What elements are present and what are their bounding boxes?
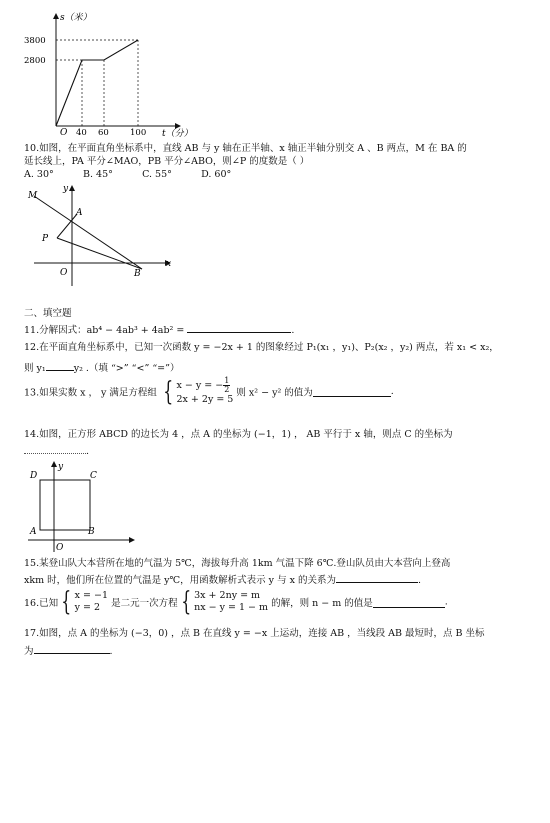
- svg-text:C: C: [90, 471, 97, 481]
- line-MB: [34, 196, 142, 269]
- q10-option-b: B. 45°: [83, 169, 113, 180]
- q17-line1: 17.如图，点 A 的坐标为 (−3，0) ，点 B 在直线 y = −x 上运动，连接 AB ，当线段 AB 最短时，点 B 坐标: [24, 628, 485, 639]
- q10-figure: [22, 182, 182, 292]
- q10-option-d: D. 60°: [201, 169, 232, 180]
- x-tick-100: 100: [130, 128, 147, 138]
- q10-line1: 10.如图，在平面直角坐标系中，直线 AB 与 y 轴在正半轴、x 轴正半轴分别交 A 、B 两点，M 在 BA 的: [24, 143, 467, 154]
- q13: 13.如果实数 x ， y 满足方程组 { x − y = − $\frac{1}{2}$ 2x + 2y = 5 则 x² − y² 的值为 .: [24, 376, 394, 407]
- q14-blank: [24, 443, 86, 454]
- q11: 11.分解因式：ab⁴ − 4ab³ + 4ab² = .: [24, 322, 294, 337]
- svg-text:M: M: [28, 191, 38, 201]
- distance-time-graph: [20, 8, 210, 138]
- q17-blank: [34, 643, 110, 654]
- origin-label: O: [60, 128, 68, 138]
- svg-text:P: P: [42, 234, 49, 244]
- svg-text:B: B: [134, 269, 141, 279]
- svg-text:y: y: [58, 462, 64, 472]
- square-ABCD: [40, 480, 90, 530]
- svg-text:x: x: [166, 259, 172, 269]
- q12-line2: 则 y₁ y₂ .（填 “>” “<” “=”）: [24, 360, 180, 375]
- x-axis-label: t（分）: [162, 129, 193, 138]
- svg-text:O: O: [56, 543, 64, 553]
- y-axis-label: s（米）: [60, 13, 92, 23]
- section-title: 二、填空题: [24, 308, 72, 319]
- svg-text:A: A: [30, 527, 37, 537]
- q17-line2: 为 .: [24, 643, 113, 658]
- line-PB: [57, 238, 142, 269]
- line-PA: [57, 214, 77, 238]
- y-tick-2800: 2800: [24, 56, 46, 66]
- q15-line1: 15.某登山队大本营所在地的气温为 5℃，海拔每升高 1km 气温下降 6℃.登山队员由大本营向上登高: [24, 558, 451, 569]
- svg-text:B: B: [88, 527, 95, 537]
- q14-line2: .: [24, 443, 89, 458]
- q10-line2: 延长线上，PA 平分∠MAO，PB 平分∠ABO，则∠P 的度数是（ ）: [24, 156, 310, 167]
- x-tick-40: 40: [76, 128, 87, 138]
- q10-option-c: C. 55°: [142, 169, 172, 180]
- q10-options: [24, 169, 231, 181]
- svg-text:O: O: [60, 268, 68, 278]
- q15-line2: xkm 时，他们所在位置的气温是 y℃，用函数解析式表示 y 与 x 的关系为 .: [24, 572, 421, 587]
- q16-blank: [373, 597, 445, 608]
- q12-blank: [46, 360, 74, 371]
- q12-line1: 12.在平面直角坐标系中，已知一次函数 y = −2x + 1 的图象经过 P₁(x₁ ，y₁)、P₂(x₂ ，y₂) 两点，若 x₁ < x₂，: [24, 342, 499, 353]
- svg-text:D: D: [30, 471, 38, 481]
- svg-text:A: A: [76, 208, 83, 218]
- q14-line1: 14.如图，正方形 ABCD 的边长为 4 ，点 A 的坐标为 (−1，1) ， AB 平行于 x 轴，则点 C 的坐标为: [24, 429, 453, 440]
- x-tick-60: 60: [98, 128, 109, 138]
- svg-text:y: y: [63, 184, 69, 194]
- q16: 16.已知 { x = −1 y = 2 是二元一次方程 { 3x + 2ny = m nx − y = 1 − m 的解，则 n − m 的值是 .: [24, 587, 448, 617]
- q11-blank: [187, 322, 291, 333]
- distance-line: [56, 40, 138, 126]
- q13-blank: [313, 386, 391, 397]
- y-tick-3800: 3800: [24, 36, 46, 46]
- q14-figure: [26, 458, 136, 554]
- q10-option-a: A. 30°: [24, 169, 54, 180]
- q15-blank: [336, 572, 418, 583]
